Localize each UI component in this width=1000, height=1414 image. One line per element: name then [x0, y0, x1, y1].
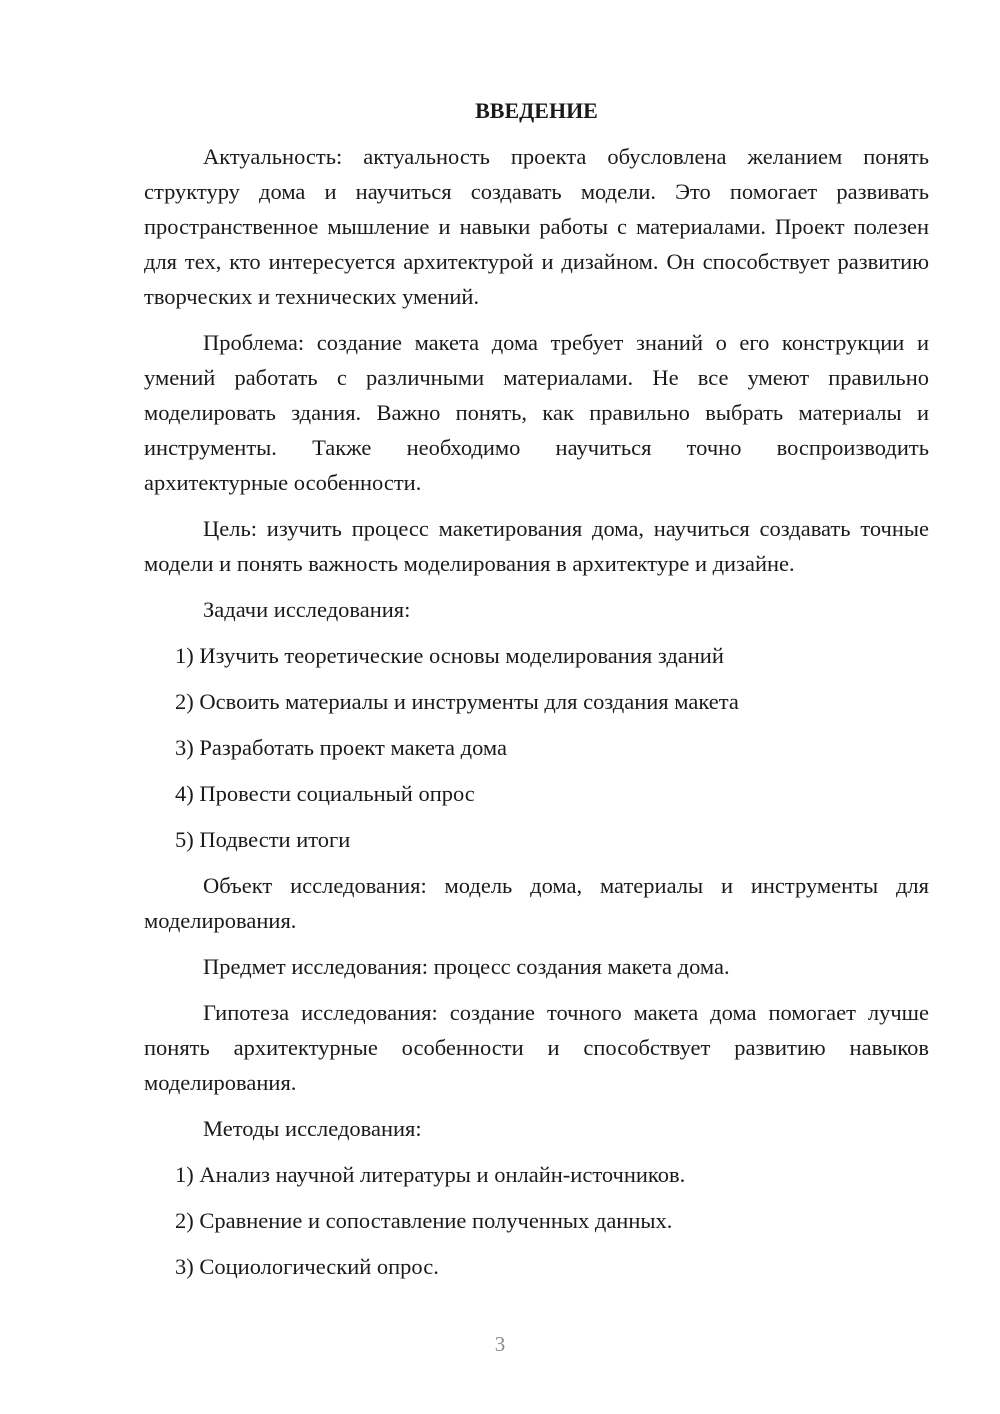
list-item: 1) Изучить теоретические основы моделирования зданий: [175, 643, 724, 668]
tasks-list: [144, 638, 929, 857]
page-number: 3: [494, 1332, 506, 1356]
page-title: ВВЕДЕНИЕ: [475, 98, 598, 123]
problem-paragraph: Проблема: создание макета дома требует знаний о его конструкции и умений работать с различными материалами. Не все умеют правильно моделировать здания. Важно понять, как правильно выбрать материалы и инструменты. Также необходимо научиться точно воспроизводить архитектурные особенности.: [144, 330, 929, 495]
methods-heading: Методы исследования:: [203, 1116, 422, 1141]
list-item: 4) Провести социальный опрос: [175, 781, 475, 806]
tasks-heading: Задачи исследования:: [203, 597, 411, 622]
list-item: 3) Разработать проект макета дома: [175, 735, 508, 760]
document-page: [144, 96, 929, 1295]
methods-list: [144, 1157, 929, 1284]
subject-paragraph: Предмет исследования: процесс создания макета дома.: [203, 954, 730, 979]
list-item: 2) Освоить материалы и инструменты для создания макета: [175, 689, 739, 714]
list-item: 5) Подвести итоги: [175, 827, 351, 852]
hypothesis-paragraph: Гипотеза исследования: создание точного макета дома помогает лучше понять архитектурные особенности и способствует развитию навыков моделирования.: [144, 1000, 929, 1095]
list-item: 3) Социологический опрос.: [175, 1254, 439, 1279]
relevance-paragraph: Актуальность: актуальность проекта обусловлена желанием понять структуру дома и научиться создавать модели. Это помогает развивать пространственное мышление и навыки работы с материалами. Проект полезен для тех, кто интересуется архитектурой и дизайном. Он способствует развитию творческих и технических умений.: [144, 144, 929, 309]
object-paragraph: Объект исследования: модель дома, материалы и инструменты для моделирования.: [144, 873, 929, 933]
goal-paragraph: Цель: изучить процесс макетирования дома, научиться создавать точные модели и понять важность моделирования в архитектуре и дизайне.: [144, 516, 929, 576]
list-item: 1) Анализ научной литературы и онлайн-источников.: [175, 1162, 686, 1187]
list-item: 2) Сравнение и сопоставление полученных данных.: [175, 1208, 673, 1233]
